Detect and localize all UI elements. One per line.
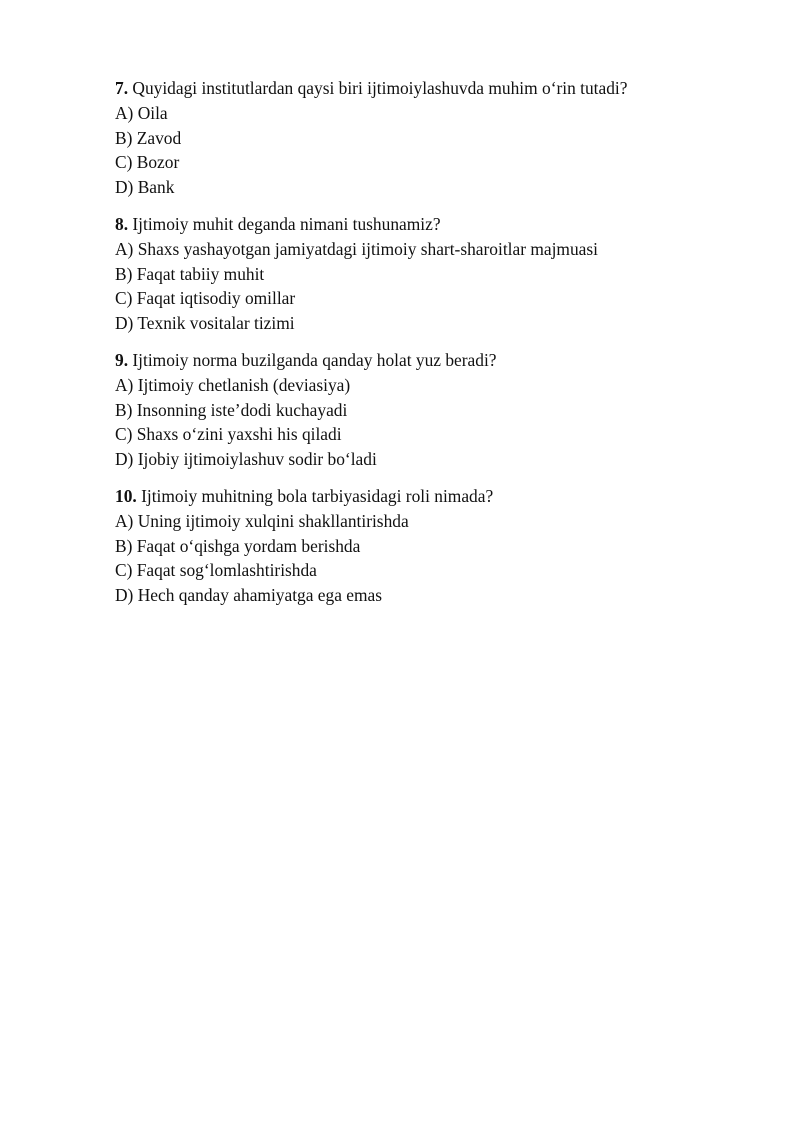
question-prompt: Quyidagi institutlardan qaysi biri ijtimoiylashuvda muhim o‘rin tutadi? <box>128 78 628 98</box>
document-page <box>115 76 735 620</box>
answer-option-d: D) Texnik vositalar tizimi <box>115 313 295 334</box>
answer-option-a: A) Uning ijtimoiy xulqini shakllantirishda <box>115 510 409 531</box>
answer-option-a: A) Ijtimoiy chetlanish (deviasiya) <box>115 374 351 395</box>
question-number: 10. <box>115 485 137 506</box>
question-9 <box>115 348 735 472</box>
answer-option-b: B) Insonning iste’dodi kuchayadi <box>115 399 348 420</box>
answer-option-d: D) Bank <box>115 177 175 198</box>
question-number: 7. <box>115 78 129 98</box>
question-number: 8. <box>115 213 129 234</box>
question-8 <box>115 212 735 336</box>
question-text <box>115 348 735 373</box>
answer-option-c: C) Bozor <box>115 152 180 173</box>
answer-option-b: B) Faqat o‘qishga yordam berishda <box>115 535 361 556</box>
question-7 <box>115 76 735 200</box>
answer-option-b: B) Faqat tabiiy muhit <box>115 263 265 284</box>
answer-option-c: C) Faqat iqtisodiy omillar <box>115 288 296 309</box>
question-prompt: Ijtimoiy norma buzilganda qanday holat yuz beradi? <box>128 349 497 370</box>
question-text <box>115 76 735 101</box>
answer-option-a: A) Oila <box>115 102 168 123</box>
question-prompt: Ijtimoiy muhitning bola tarbiyasidagi roli nimada? <box>136 485 494 506</box>
answer-option-d: D) Hech qanday ahamiyatga ega emas <box>115 585 383 606</box>
question-text <box>115 484 735 509</box>
question-prompt: Ijtimoiy muhit deganda nimani tushunamiz? <box>128 213 441 234</box>
question-number: 9. <box>115 349 129 370</box>
question-text <box>115 212 735 237</box>
answer-option-c: C) Shaxs o‘zini yaxshi his qiladi <box>115 424 342 445</box>
answer-option-a: A) Shaxs yashayotgan jamiyatdagi ijtimoiy shart-sharoitlar majmuasi <box>115 238 598 259</box>
answer-option-c: C) Faqat sog‘lomlashtirishda <box>115 560 317 581</box>
question-10 <box>115 484 735 608</box>
answer-option-d: D) Ijobiy ijtimoiylashuv sodir bo‘ladi <box>115 449 377 470</box>
answer-option-b: B) Zavod <box>115 127 182 148</box>
